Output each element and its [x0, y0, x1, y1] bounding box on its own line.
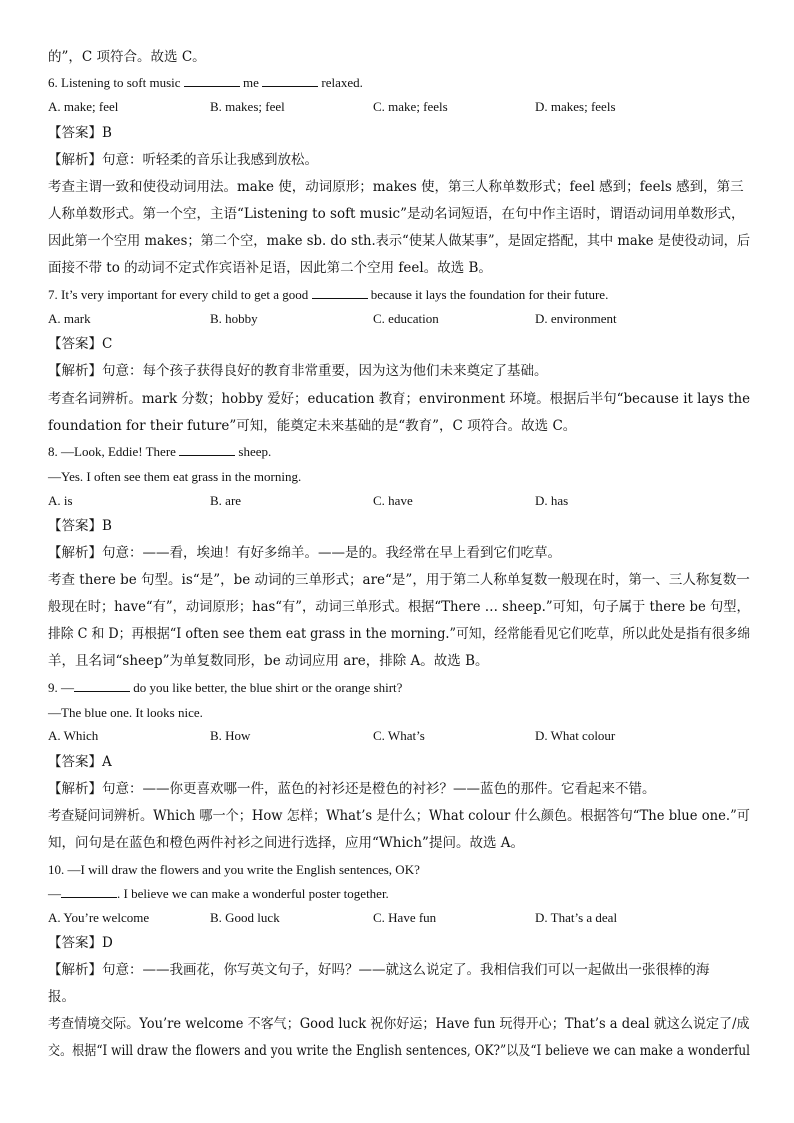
explanation-line: 考查疑问词辨析。Which 哪一个；How 怎样；What’s 是什么；What colour 什么颜色。根据答句“The blue one.”可 — [48, 808, 750, 824]
option-c: C. What’s — [373, 728, 425, 743]
explanation-line: 般现在时；have“有”，动词原形；has“有”，动词三单形式。根据“There … sheep.”可知，句子属于 there be 句型， — [48, 599, 750, 615]
explanation-line: foundation for their future”可知，能奠定未来基础的是“教育”，C 项符合。故选 C。 — [48, 418, 577, 434]
option-d: D. That’s a deal — [535, 910, 618, 925]
explanation-line: 考查主谓一致和使役动词用法。make 使，动词原形；makes 使，第三人称单数形式；feel 感到；feels 感到，第三 — [48, 179, 744, 195]
explanation-line: 因此第一个空用 makes；第二个空，make sb. do sth.表示“使某人做某事”，是固定搭配，其中 make 是使役动词，后 — [48, 233, 751, 249]
option-b: B. Good luck — [210, 910, 280, 925]
continuation-line: 的”，C 项符合。故选 C。 — [48, 49, 206, 65]
option-d: D. makes; feels — [535, 99, 616, 114]
explanation-line: 排除 C 和 D；再根据“I often see them eat grass in the morning.”可知，经常能看见它们吃草，所以此处是指有很多绵 — [48, 626, 751, 642]
question-9-reply: —The blue one. It looks nice. — [48, 705, 203, 720]
option-a: A. Which — [48, 728, 99, 743]
answer-blank — [184, 74, 240, 87]
answer-label: 【答案】B — [48, 125, 112, 141]
answer-blank — [312, 286, 368, 299]
option-b: B. makes; feel — [210, 99, 285, 114]
explanation-line: 人称单数形式。第一个空，主语“Listening to soft music”是动名词短语，在句中作主语时，谓语动词用单数形式， — [48, 206, 745, 222]
answer-blank — [74, 679, 130, 692]
option-a: A. is — [48, 493, 73, 508]
explanation-line: 【解析】句意：每个孩子获得良好的教育非常重要，因为这为他们未来奠定了基础。 — [48, 363, 548, 379]
explanation-line: 报。 — [48, 989, 75, 1005]
question-7-stem: 7. It’s very important for every child to get a good because it lays the foundation for their future. — [48, 287, 609, 302]
option-d: D. has — [535, 493, 569, 508]
option-d: D. What colour — [535, 728, 616, 743]
option-c: C. have — [373, 493, 413, 508]
option-c: C. make; feels — [373, 99, 448, 114]
explanation-line: 考查 there be 句型。is“是”，be 动词的三单形式；are“是”，用于第二人称单复数一般现在时，第一、三人称复数一 — [48, 572, 750, 588]
explanation-line: 知，问句是在蓝色和橙色两件衬衫之间进行选择，应用“Which”提问。故选 A。 — [48, 835, 524, 851]
question-8-reply: —Yes. I often see them eat grass in the morning. — [48, 469, 302, 484]
option-d: D. environment — [535, 311, 617, 326]
option-b: B. are — [210, 493, 242, 508]
option-b: B. How — [210, 728, 251, 743]
explanation-line: 考查情境交际。You’re welcome 不客气；Good luck 祝你好运；Have fun 玩得开心；That’s a deal 就这么说定了/成 — [48, 1016, 750, 1032]
explanation-line: 面接不带 to 的动词不定式作宾语补足语，因此第二个空用 feel。故选 B。 — [48, 260, 492, 276]
explanation-line: 【解析】句意：听轻柔的音乐让我感到放松。 — [48, 152, 318, 168]
option-c: C. Have fun — [373, 910, 437, 925]
answer-blank — [179, 443, 235, 456]
explanation-line: 【解析】句意：——看，埃迪！有好多绵羊。——是的。我经常在早上看到它们吃草。 — [48, 545, 561, 561]
option-a: A. You’re welcome — [48, 910, 150, 925]
explanation-line: 交。根据“I will draw the flowers and you write the English sentences, OK?”以及“I believe we can make a wonderful — [48, 1043, 750, 1059]
answer-label: 【答案】B — [48, 518, 112, 534]
option-c: C. education — [373, 311, 439, 326]
option-a: A. make; feel — [48, 99, 119, 114]
answer-blank — [61, 885, 117, 898]
answer-blank — [262, 74, 318, 87]
option-a: A. mark — [48, 311, 91, 326]
question-10-stem: 10. —I will draw the flowers and you write the English sentences, OK? — [48, 862, 420, 877]
answer-label: 【答案】C — [48, 336, 113, 352]
explanation-line: 【解析】句意：——我画花，你写英文句子，好吗？——就这么说定了。我相信我们可以一起做出一张很棒的海 — [48, 962, 710, 978]
explanation-line: 【解析】句意：——你更喜欢哪一件，蓝色的衬衫还是橙色的衬衫？——蓝色的那件。它看起来不错。 — [48, 781, 656, 797]
explanation-line: 考查名词辨析。mark 分数；hobby 爱好；education 教育；environment 环境。根据后半句“because it lays the — [48, 391, 751, 407]
question-9-stem: 9. — do you like better, the blue shirt or the orange shirt? — [48, 680, 403, 695]
explanation-line: 羊，且名词“sheep”为单复数同形，be 动词应用 are，排除 A。故选 B。 — [48, 653, 489, 669]
answer-label: 【答案】D — [48, 935, 113, 951]
question-10-reply: — . I believe we can make a wonderful poster together. — [48, 886, 389, 901]
question-8-stem: 8. —Look, Eddie! There sheep. — [48, 444, 272, 459]
option-b: B. hobby — [210, 311, 258, 326]
question-6-stem: 6. Listening to soft music me relaxed. — [48, 75, 363, 90]
answer-label: 【答案】A — [48, 754, 112, 770]
